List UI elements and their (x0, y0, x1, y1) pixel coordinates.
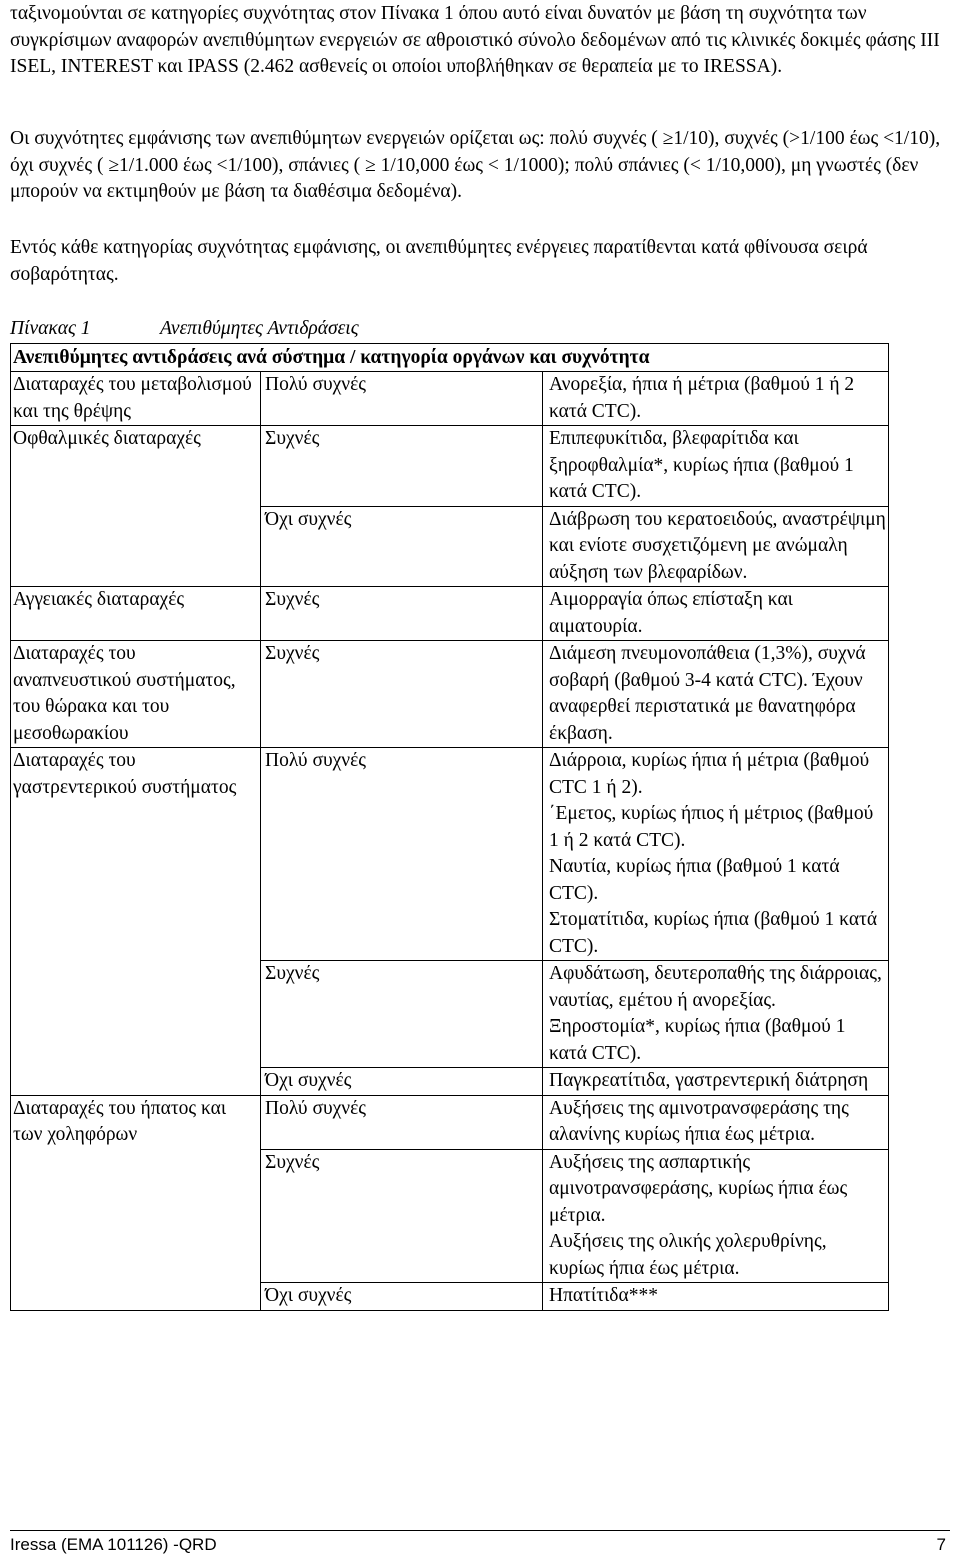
reaction-cell: Ναυτία, κυρίως ήπια (βαθμού 1 κατά CTC). (543, 854, 889, 907)
reaction-cell: Αφυδάτωση, δευτεροπαθής της διάρροιας, ναυτίας, εμέτου ή ανορεξίας. (543, 961, 889, 1015)
system-cell (11, 801, 261, 854)
frequency-definition-paragraph: Οι συχνότητες εμφάνισης των ανεπιθύμητων ενεργειών ορίζεται ως: πολύ συχνές ( ≥1/10), συχνές (>1/100 έως <1/10), όχι συχνές ( ≥1/1.000 έως <1/100), σπάνιες ( ≥ 1/10,000 έως < 1/1000); πολύ σπάνιες (< 1/10,000), μη γνωστές (δεν μπορούν να εκτιμηθούν με βάση τα διαθέσιμα δεδομένα). (10, 128, 941, 202)
table-row (11, 426, 889, 507)
frequency-cell: Συχνές (261, 1149, 543, 1229)
system-cell: Οφθαλμικές διαταραχές (11, 426, 261, 507)
system-cell: Διαταραχές του ήπατος και των χοληφόρων (11, 1095, 261, 1149)
frequency-cell: Πολύ συχνές (261, 372, 543, 426)
frequency-cell: Όχι συχνές (261, 1068, 543, 1096)
system-cell (11, 506, 261, 587)
system-cell (11, 1014, 261, 1068)
system-cell: Διαταραχές του γαστρεντερικού συστήματος (11, 748, 261, 802)
table-caption-label: Πίνακας 1 (10, 318, 91, 339)
reaction-cell: Ανορεξία, ήπια ή μέτρια (βαθμού 1 ή 2 κατά CTC). (543, 372, 889, 426)
frequency-cell: Συχνές (261, 426, 543, 507)
frequency-cell: Συχνές (261, 961, 543, 1015)
page-number: 7 (936, 1535, 946, 1554)
table-row (11, 1014, 889, 1068)
frequency-cell (261, 1229, 543, 1283)
reaction-cell: ΄Εμετος, κυρίως ήπιος ή μέτριος (βαθμού 1 ή 2 κατά CTC). (543, 801, 889, 854)
table-row (11, 1068, 889, 1096)
table-row (11, 961, 889, 1015)
footer-document-id: Iressa (EMA 101126) -QRD (10, 1535, 217, 1554)
reaction-cell: Αυξήσεις της ασπαρτικής αμινοτρανσφεράσης, κυρίως ήπια έως μέτρια. (543, 1149, 889, 1229)
system-cell (11, 907, 261, 961)
frequency-cell: Συχνές (261, 587, 543, 641)
intro-paragraph: ταξινομούνται σε κατηγορίες συχνότητας στον Πίνακα 1 όπου αυτό είναι δυνατόν με βάση τη συχνότητα των συγκρίσιμων αναφορών ανεπιθύμητων ενεργειών σε αθροιστικό σύνολο δεδομένων από τις κλινικές δοκιμές φάσης III ISEL, INTEREST και IPASS (2.462 ασθενείς οι οποίοι υποβλήθηκαν σε θεραπεία με το IRESSA). (10, 3, 940, 77)
system-cell (11, 1283, 261, 1311)
frequency-cell: Πολύ συχνές (261, 1095, 543, 1149)
table-row (11, 372, 889, 426)
frequency-cell: Πολύ συχνές (261, 748, 543, 802)
reaction-cell: Στοματίτιδα, κυρίως ήπια (βαθμού 1 κατά CTC). (543, 907, 889, 961)
system-cell: Διαταραχές του αναπνευστικού συστήματος, του θώρακα και του μεσοθωρακίου (11, 641, 261, 748)
reaction-cell: Διάμεση πνευμονοπάθεια (1,3%), συχνά σοβαρή (βαθμού 3-4 κατά CTC). Έχουν αναφερθεί περιστατικά με θανατηφόρα έκβαση. (543, 641, 889, 748)
system-cell (11, 961, 261, 1015)
table-body (11, 372, 889, 1311)
table-row (11, 1229, 889, 1283)
table-row (11, 801, 889, 854)
table-row (11, 587, 889, 641)
system-cell (11, 854, 261, 907)
frequency-cell: Συχνές (261, 641, 543, 748)
table-row (11, 748, 889, 802)
table-header: Ανεπιθύμητες αντιδράσεις ανά σύστημα / κατηγορία οργάνων και συχνότητα (11, 344, 889, 372)
frequency-cell (261, 854, 543, 907)
table-caption (10, 316, 359, 343)
table-row (11, 1283, 889, 1311)
table-row (11, 1149, 889, 1229)
frequency-cell (261, 1014, 543, 1068)
page-footer (10, 1534, 950, 1556)
reaction-cell: Επιπεφυκίτιδα, βλεφαρίτιδα και ξηροφθαλμία*, κυρίως ήπια (βαθμού 1 κατά CTC). (543, 426, 889, 507)
reaction-cell: Αυξήσεις της ολικής χολερυθρίνης, κυρίως ήπια έως μέτρια. (543, 1229, 889, 1283)
frequency-cell (261, 801, 543, 854)
table-caption-title: Ανεπιθύμητες Αντιδράσεις (160, 318, 359, 339)
footer-divider (10, 1530, 950, 1531)
table-row (11, 907, 889, 961)
system-cell: Διαταραχές του μεταβολισμού και της θρέψης (11, 372, 261, 426)
adverse-reactions-table (10, 343, 889, 1311)
frequency-cell (261, 907, 543, 961)
system-cell (11, 1068, 261, 1096)
table-row (11, 854, 889, 907)
table-row (11, 1095, 889, 1149)
system-cell (11, 1229, 261, 1283)
ordering-paragraph: Εντός κάθε κατηγορίας συχνότητας εμφάνισης, οι ανεπιθύμητες ενέργειες παρατίθενται κατά φθίνουσα σειρά σοβαρότητας. (10, 237, 868, 285)
table-row (11, 641, 889, 748)
frequency-cell: Όχι συχνές (261, 1283, 543, 1311)
reaction-cell: Ξηροστομία*, κυρίως ήπια (βαθμού 1 κατά CTC). (543, 1014, 889, 1068)
table-row (11, 506, 889, 587)
reaction-cell: Αυξήσεις της αμινοτρανσφεράσης της αλανίνης κυρίως ήπια έως μέτρια. (543, 1095, 889, 1149)
frequency-cell: Όχι συχνές (261, 506, 543, 587)
reaction-cell: Αιμορραγία όπως επίσταξη και αιματουρία. (543, 587, 889, 641)
system-cell: Αγγειακές διαταραχές (11, 587, 261, 641)
reaction-cell: Παγκρεατίτιδα, γαστρεντερική διάτρηση (543, 1068, 889, 1096)
reaction-cell: Διάβρωση του κερατοειδούς, αναστρέψιμη και ενίοτε συσχετιζόμενη με ανώμαλη αύξηση των βλεφαρίδων. (543, 506, 889, 587)
reaction-cell: Ηπατίτιδα*** (543, 1283, 889, 1311)
system-cell (11, 1149, 261, 1229)
reaction-cell: Διάρροια, κυρίως ήπια ή μέτρια (βαθμού CTC 1 ή 2). (543, 748, 889, 802)
